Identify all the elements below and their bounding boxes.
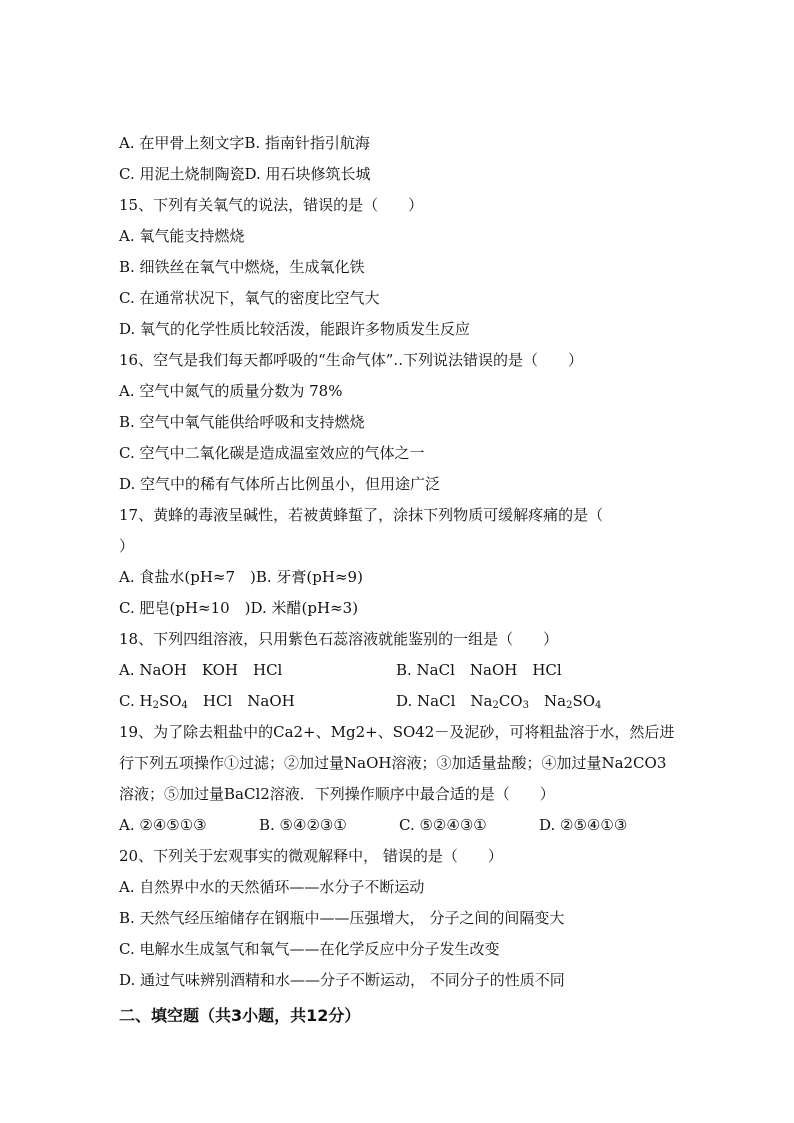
q14-options-ab: A. 在甲骨上刻文字B. 指南针指引航海 [119, 134, 370, 152]
q18-c-part: C. H [119, 692, 153, 710]
q19-options [119, 810, 679, 841]
q17-stem-close: ） [119, 537, 135, 555]
q16-stem: 16、空气是我们每天都呼吸的“生命气体”..下列说法错误的是（ ） [119, 351, 583, 369]
q18-d-sub: 3 [522, 700, 529, 711]
q18-option-d [396, 686, 601, 717]
q18-options-cd [119, 686, 679, 717]
q18-c-part: SO [158, 692, 182, 710]
q16-option-b: B. 空气中氧气能供给呼吸和支持燃烧 [119, 413, 365, 431]
q18-option-c [119, 686, 396, 717]
q17-options-ab: A. 食盐水(pH≈7 )B. 牙膏(pH≈9) [119, 568, 363, 586]
q15-option-d: D. 氧气的化学性质比较活泼，能跟许多物质发生反应 [119, 320, 471, 338]
q18-d-sub: 2 [492, 700, 499, 711]
q20-option-b: B. 天然气经压缩储存在钢瓶中——压强增大， 分子之间的间隔变大 [119, 909, 565, 927]
q18-c-sub: 4 [181, 700, 188, 711]
q18-d-sub: 4 [595, 700, 602, 711]
exam-page [119, 128, 679, 1031]
q18-options-ab [119, 655, 679, 686]
q20-stem: 20、下列关于宏观事实的微观解释中， 错误的是（ ） [119, 847, 503, 865]
q17-stem: 17、黄蜂的毒液呈碱性，若被黄蜂蜇了，涂抹下列物质可缓解疼痛的是（ [119, 506, 604, 524]
q18-stem: 18、下列四组溶液，只用紫色石蕊溶液就能鉴别的一组是（ ） [119, 630, 559, 648]
q16-option-a: A. 空气中氮气的质量分数为 78% [119, 382, 343, 400]
q15-option-a: A. 氧气能支持燃烧 [119, 227, 245, 245]
q20-option-c: C. 电解水生成氢气和氧气——在化学反应中分子发生改变 [119, 940, 500, 958]
q15-stem: 15、下列有关氧气的说法，错误的是（ ） [119, 196, 424, 214]
q15-option-b: B. 细铁丝在氧气中燃烧，生成氧化铁 [119, 258, 365, 276]
q18-d-part: D. NaCl Na [396, 692, 493, 710]
section-heading-fill-in: 二、填空题（共3小题，共12分） [119, 1006, 361, 1025]
q18-d-part: CO [498, 692, 523, 710]
q19-stem-line2: 行下列五项操作①过滤；②加过量NaOH溶液；③加适量盐酸；④加过量Na2CO3 [119, 754, 667, 772]
q19-option-a: A. ②④⑤①③ [119, 816, 207, 834]
q19-option-d: D. ②⑤④①③ [539, 816, 628, 834]
q18-c-sub: 2 [152, 700, 159, 711]
q18-option-a: A. NaOH KOH HCl [119, 661, 283, 679]
q19-stem-line1: 19、为了除去粗盐中的Ca2+、Mg2+、SO42－及泥砂，可将粗盐溶于水，然后进 [119, 723, 675, 741]
q16-option-d: D. 空气中的稀有气体所占比例虽小，但用途广泛 [119, 475, 441, 493]
q19-option-c: C. ⑤②④③① [399, 816, 487, 834]
q19-stem-line3: 溶液；⑤加过量BaCl2溶液．下列操作顺序中最合适的是（ ） [119, 785, 555, 803]
q16-option-c: C. 空气中二氧化碳是造成温室效应的气体之一 [119, 444, 425, 462]
q19-option-b: B. ⑤④②③① [259, 816, 347, 834]
q20-option-d: D. 通过气味辨别酒精和水——分子不断运动， 不同分子的性质不同 [119, 971, 565, 989]
q18-option-b: B. NaCl NaOH HCl [396, 661, 562, 679]
q14-options-cd: C. 用泥土烧制陶瓷D. 用石块修筑长城 [119, 165, 371, 183]
q17-options-cd: C. 肥皂(pH≈10 )D. 米醋(pH≈3) [119, 599, 359, 617]
q18-d-part: Na [528, 692, 567, 710]
q15-option-c: C. 在通常状况下，氧气的密度比空气大 [119, 289, 380, 307]
q18-d-sub: 2 [566, 700, 573, 711]
q18-c-part: HCl NaOH [187, 692, 295, 710]
q20-option-a: A. 自然界中水的天然循环——水分子不断运动 [119, 878, 425, 896]
q18-d-part: SO [572, 692, 596, 710]
